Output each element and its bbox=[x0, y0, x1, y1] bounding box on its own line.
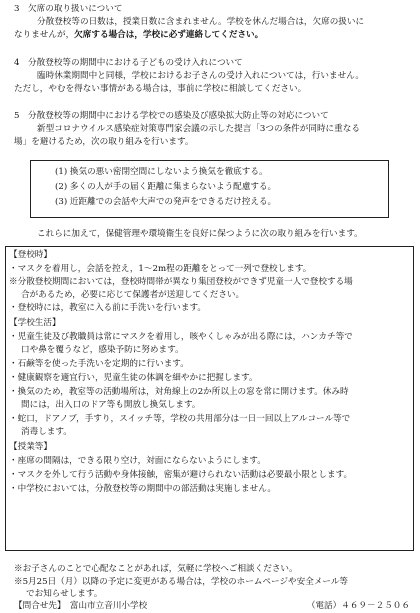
life-item-1-line1: ・児童生徒及び教職員は常にマスクを着用し，咳やくしゃみが出る際には，ハンカチ等で bbox=[9, 332, 353, 342]
life-item-5-line1: ・蛇口，ドアノブ，手すり，スイッチ等，学校の共用部分は一日一回以上アルコール等で bbox=[9, 414, 351, 424]
footer-note-1: ※お子さんのことで心配なことがあれば，気軽に学校へご相談ください。 bbox=[14, 564, 298, 574]
section5-line1: 新型コロナウイルス感染症対策専門家会議の示した提言「3つの条件が同時に重なる bbox=[37, 124, 360, 134]
condition-item-2: (2) 多くの人が手の届く距離に集まらないよう配慮する。 bbox=[55, 182, 277, 192]
section3-absence-notice: 欠席する場合は，学校に必ず連絡してください。 bbox=[74, 30, 264, 40]
life-item-1-line2: 口や鼻を覆うなど，感染予防に努めます。 bbox=[21, 345, 184, 355]
condition-item-3: (3) 近距離での会話や大声での発声をできるだけ控える。 bbox=[55, 197, 277, 207]
section5-after: これらに加えて，保健管理や環境衛生を良好に保つように次の取り組みを行います。 bbox=[37, 229, 363, 239]
section4-heading: 4 分散登校等の期間中における子どもの受け入れについて bbox=[14, 58, 243, 68]
section3-line2-plain: なりませんが， bbox=[14, 30, 75, 40]
contact-label: 【問合せ先】 富山市立音川小学校 bbox=[14, 601, 148, 611]
class-item-3: ・中学校においては，分散登校等の期間中の部活動は実施しません。 bbox=[9, 484, 276, 494]
commute-item-1: ・マスクを着用し，会話を控え，1～2m程の距離をとって一列で登校します。 bbox=[9, 264, 312, 274]
section5-line2: 場」を避けるため，次の取り組みを行います。 bbox=[14, 137, 194, 147]
classes-heading: 【授業等】 bbox=[9, 442, 52, 452]
section3-heading: 3 欠席の取り扱いについて bbox=[14, 4, 123, 14]
commute-note-line1: ※分散登校期間においては，登校時間帯が異なり集団登校ができず児童一人で登校する場 bbox=[9, 277, 353, 287]
school-life-heading: 【学校生活】 bbox=[9, 318, 61, 328]
commute-heading: 【登校時】 bbox=[9, 250, 52, 260]
life-item-4-line2: 間には，出入口のドア等も開放し換気します。 bbox=[21, 400, 201, 410]
life-item-5-line2: 消毒します。 bbox=[21, 427, 72, 437]
commute-item-3: ・登校時には，教室に入る前に手洗いを行います。 bbox=[9, 303, 206, 313]
footer-note-2-line1: ※5月25日（月）以降の予定に変更がある場合は，学校のホームページや安全メール等 bbox=[14, 577, 349, 587]
contact-phone: （電話）４６９－２５０６ bbox=[306, 601, 410, 611]
condition-item-1: (1) 換気の悪い密閉空間にしないよう換気を徹底する。 bbox=[55, 167, 268, 177]
section4-line2: ただし，やむを得ない事情がある場合は，事前に学校に相談してください。 bbox=[14, 84, 307, 94]
life-item-4-line1: ・換気のため，教室等の活動場所は，対角線上の2か所以上の窓を常に開けます。休み時 bbox=[9, 387, 349, 397]
section4-line1: 臨時休業期間中と同様，学校におけるお子さんの受け入れについては，行いません。 bbox=[37, 71, 364, 81]
life-item-2: ・石鹸等を使った手洗いを定期的に行います。 bbox=[9, 359, 189, 369]
footer-note-2-line2: でお知らせします。 bbox=[26, 589, 103, 599]
life-item-3: ・健康観察を適宜行い，児童生徒の体調を細やかに把握します。 bbox=[9, 373, 258, 383]
section3-line2 bbox=[14, 30, 263, 42]
commute-note-line2: 合があるため，必要に応じて保護者が送迎してください。 bbox=[21, 290, 245, 300]
class-item-1: ・座席の間隔は，できる限り空け，対面にならないようにします。 bbox=[9, 456, 266, 466]
section3-line1: 分散登校等の日数は，授業日数に含まれません。学校を休んだ場合は，欠席の扱いに bbox=[37, 17, 365, 27]
class-item-2: ・マスクを外して行う活動や身体接触，密集が避けられない活動は必要最小限とします。 bbox=[9, 470, 353, 480]
section5-heading: 5 分散登校等の期間中における学校での感染及び感染拡大防止等の対応について bbox=[14, 111, 329, 121]
